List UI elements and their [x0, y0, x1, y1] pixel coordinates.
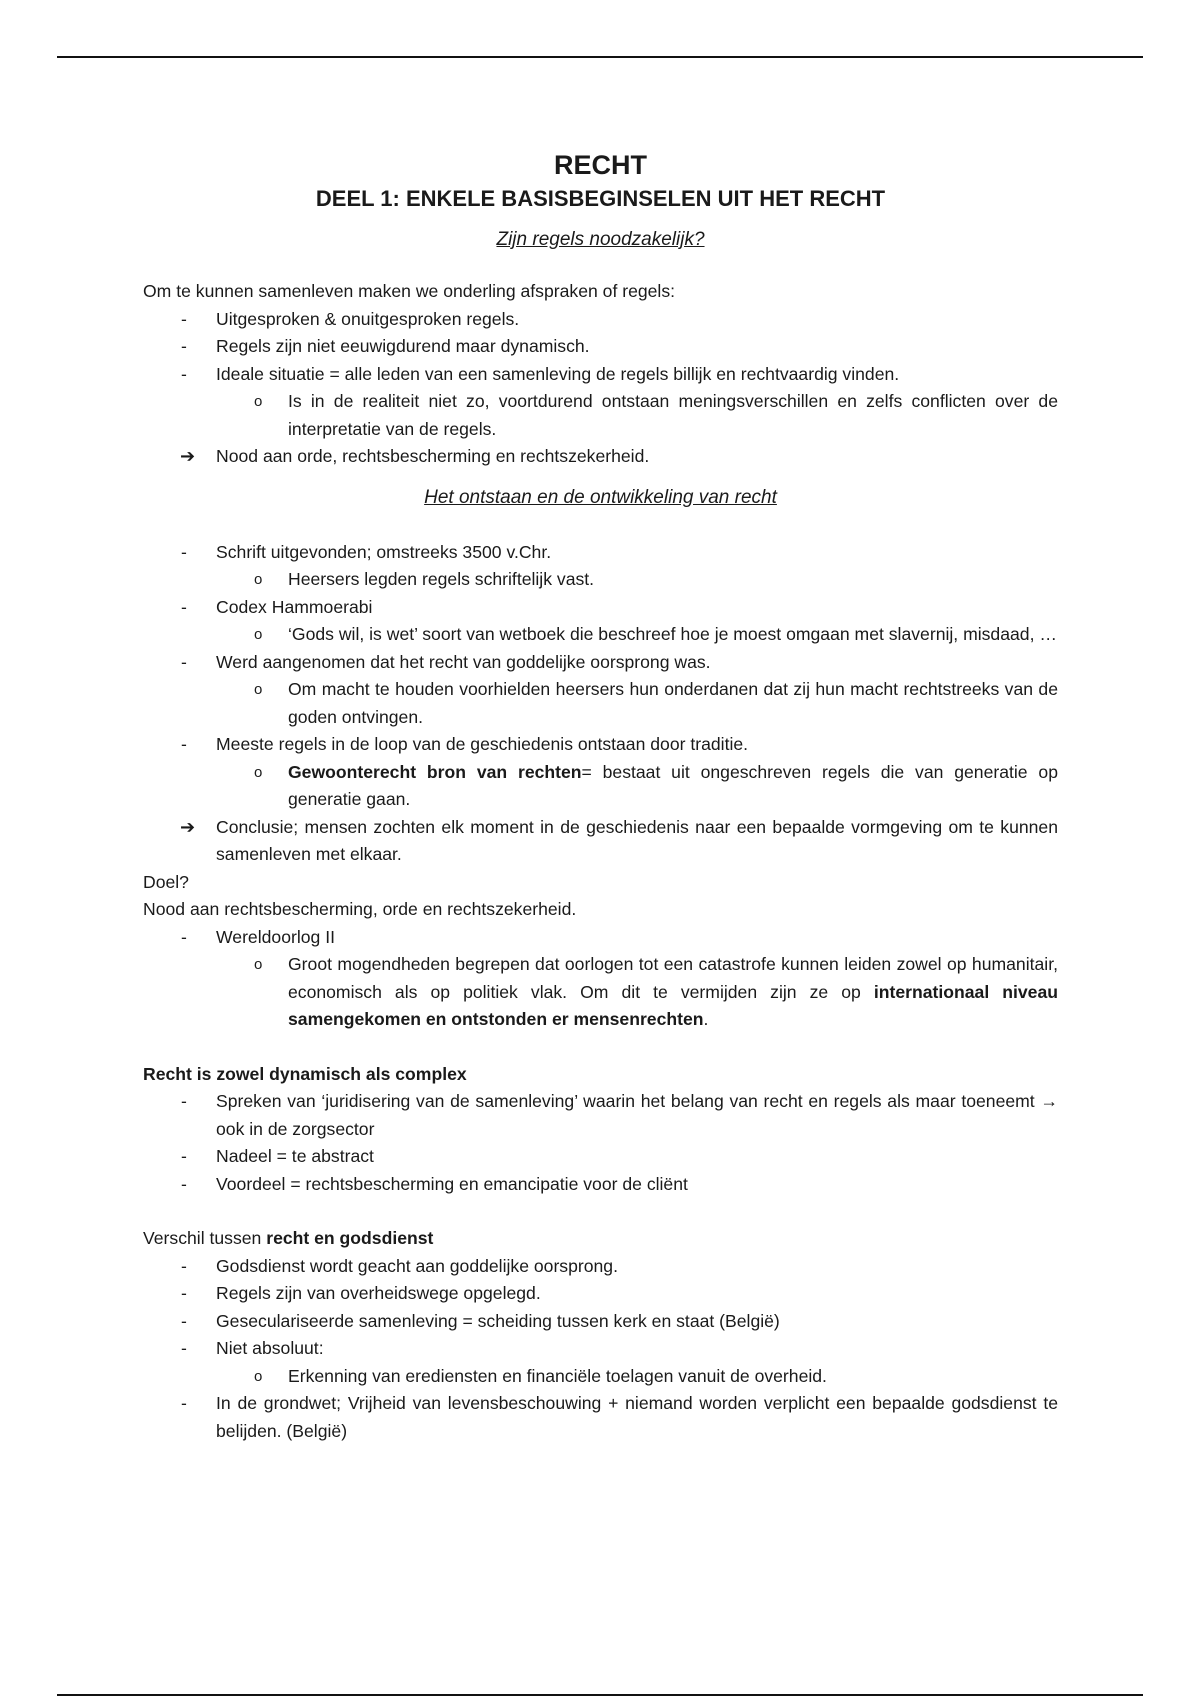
- list-item: [143, 1280, 1058, 1308]
- list-item: [143, 1253, 1058, 1281]
- dash-bullet: -: [181, 1146, 187, 1166]
- list-item: [143, 1308, 1058, 1336]
- list-item: [143, 649, 1058, 677]
- list-item: [143, 306, 1058, 334]
- list-item-text: Regels zijn niet eeuwigdurend maar dynamisch.: [216, 336, 590, 356]
- list-item-text: Is in de realiteit niet zo, voortdurend ontstaan meningsverschillen en zelfs conflicten over de interpretatie van de regels.: [288, 391, 1058, 439]
- dash-bullet: -: [181, 1283, 187, 1303]
- list-item-text: Niet absoluut:: [216, 1338, 324, 1358]
- list-item: [143, 539, 1058, 567]
- list-item-text: Spreken van ‘juridisering van de samenleving’ waarin het belang van recht en regels als maar toeneemt → ook in de zorgsector: [216, 1091, 1058, 1139]
- list-item: [143, 1143, 1058, 1171]
- list-item-text: Meeste regels in de loop van de geschiedenis ontstaan door traditie.: [216, 734, 749, 754]
- list-item: [143, 1171, 1058, 1199]
- list-item: [143, 924, 1058, 952]
- dash-bullet: -: [181, 1091, 187, 1111]
- arrow-item: [143, 443, 1058, 471]
- dash-bullet: -: [181, 651, 187, 672]
- document-body: [143, 140, 1058, 1445]
- list-item: [143, 333, 1058, 361]
- sub-list-item: [143, 1363, 1058, 1391]
- document-subtitle: DEEL 1: ENKELE BASISBEGINSELEN UIT HET RECHT: [315, 186, 886, 211]
- bold-heading: Recht is zowel dynamisch als complex: [143, 1063, 467, 1084]
- paragraph: Doel?: [143, 871, 189, 892]
- list-item-text: Ideale situatie = alle leden van een samenleving de regels billijk en rechtvaardig vinden.: [216, 363, 900, 384]
- dash-bullet: -: [181, 1255, 187, 1276]
- list-item-text: Regels zijn van overheidswege opgelegd.: [216, 1283, 541, 1303]
- list-item: [143, 731, 1058, 759]
- list-item: [143, 1390, 1058, 1445]
- top-rule: [57, 56, 1143, 58]
- circle-bullet: o: [254, 393, 263, 410]
- dash-bullet: -: [181, 734, 187, 754]
- dash-bullet: -: [181, 363, 187, 384]
- dash-bullet: -: [181, 541, 187, 562]
- dash-bullet: -: [181, 1310, 187, 1331]
- list-item-text: .: [703, 1009, 709, 1029]
- dash-bullet: -: [181, 1173, 187, 1194]
- list-item-text: In de grondwet; Vrijheid van levensbeschouwing + niemand worden verplicht een bepaalde godsdienst te belijden. (België): [216, 1393, 1058, 1441]
- circle-bullet: o: [254, 626, 263, 643]
- list-item-text: Uitgesproken & onuitgesproken regels.: [216, 308, 520, 329]
- list-item-text: Conclusie; mensen zochten elk moment in de geschiedenis naar een bepaalde vormgeving om te kunnen samenleven met elkaar.: [216, 816, 1058, 864]
- dash-bullet: -: [181, 596, 187, 617]
- sub-list-item: [143, 676, 1058, 731]
- list-item-text: Werd aangenomen dat het recht van goddelijke oorsprong was.: [216, 651, 711, 672]
- paragraph: Om te kunnen samenleven maken we onderling afspraken of regels:: [143, 281, 676, 301]
- dash-bullet: -: [181, 1338, 187, 1358]
- list-item: [143, 361, 1058, 389]
- dash-bullet: -: [181, 926, 187, 947]
- list-item: [143, 594, 1058, 622]
- list-item-text: Om macht te houden voorhielden heersers hun onderdanen dat zij hun macht rechtstreeks van de goden ontvingen.: [288, 679, 1058, 727]
- sub-list-item: [143, 388, 1058, 443]
- list-item-text: Nadeel = te abstract: [216, 1146, 374, 1166]
- document-title: RECHT: [554, 150, 647, 180]
- list-item: [143, 1335, 1058, 1363]
- bold-term: recht en godsdienst: [266, 1228, 434, 1248]
- section-heading-ontstaan: Het ontstaan en de ontwikkeling van recht: [424, 486, 777, 508]
- paragraph: Nood aan rechtsbescherming, orde en rechtszekerheid.: [143, 899, 577, 919]
- list-item: [143, 1088, 1058, 1143]
- section-heading-godsdienst: [143, 1225, 1058, 1253]
- arrow-item: [143, 814, 1058, 869]
- dash-bullet: -: [181, 308, 187, 329]
- list-item-text: Wereldoorlog II: [216, 926, 335, 947]
- heading-text: Verschil tussen: [143, 1228, 267, 1248]
- list-item-text: Voordeel = rechtsbescherming en emancipatie voor de cliënt: [216, 1173, 688, 1194]
- circle-bullet: o: [254, 1367, 263, 1385]
- sub-list-item: [143, 951, 1058, 1034]
- circle-bullet: o: [254, 571, 263, 588]
- section-heading-dynamisch: [143, 1061, 1058, 1089]
- bold-term: Gewoonterecht bron van rechten: [288, 761, 582, 782]
- section-heading-regels: Zijn regels noodzakelijk?: [496, 229, 705, 250]
- list-item-text: Schrift uitgevonden; omstreeks 3500 v.Chr.: [216, 541, 552, 562]
- dash-bullet: -: [181, 336, 187, 356]
- circle-bullet: o: [254, 956, 263, 973]
- list-item-text: = bestaat uit ongeschreven regels die van generatie op generatie gaan.: [288, 761, 1058, 809]
- circle-bullet: o: [254, 681, 263, 698]
- circle-bullet: o: [254, 763, 263, 781]
- bottom-rule: [57, 1694, 1143, 1696]
- list-item-text: Heersers legden regels schriftelijk vast.: [288, 569, 595, 589]
- sub-list-item: [143, 621, 1058, 649]
- arrow-icon: ➔: [180, 816, 196, 837]
- list-item-text: Nood aan orde, rechtsbescherming en rechtszekerheid.: [216, 446, 650, 466]
- arrow-icon: ➔: [180, 446, 196, 466]
- list-item-text: Codex Hammoerabi: [216, 596, 373, 617]
- dash-bullet: -: [181, 1393, 187, 1413]
- sub-list-item: [143, 566, 1058, 594]
- list-item-text: Groot mogendheden begrepen dat oorlogen tot een catastrofe kunnen leiden zowel op humanitair, economisch als op politiek vlak. Om dit te vermijden zijn ze op: [288, 954, 1058, 1002]
- sub-list-item: [143, 759, 1058, 814]
- list-item-text: Erkenning van erediensten en financiële toelagen vanuit de overheid.: [288, 1365, 827, 1386]
- list-item-text: ‘Gods wil, is wet’ soort van wetboek die beschreef hoe je moest omgaan met slavernij, misdaad, …: [288, 624, 1057, 644]
- list-item-text: Geseculariseerde samenleving = scheiding tussen kerk en staat (België): [216, 1310, 780, 1331]
- list-item-text: Godsdienst wordt geacht aan goddelijke oorsprong.: [216, 1255, 618, 1276]
- bold-term: internationaal niveau samengekomen en ontstonden er mensenrechten: [288, 981, 1058, 1029]
